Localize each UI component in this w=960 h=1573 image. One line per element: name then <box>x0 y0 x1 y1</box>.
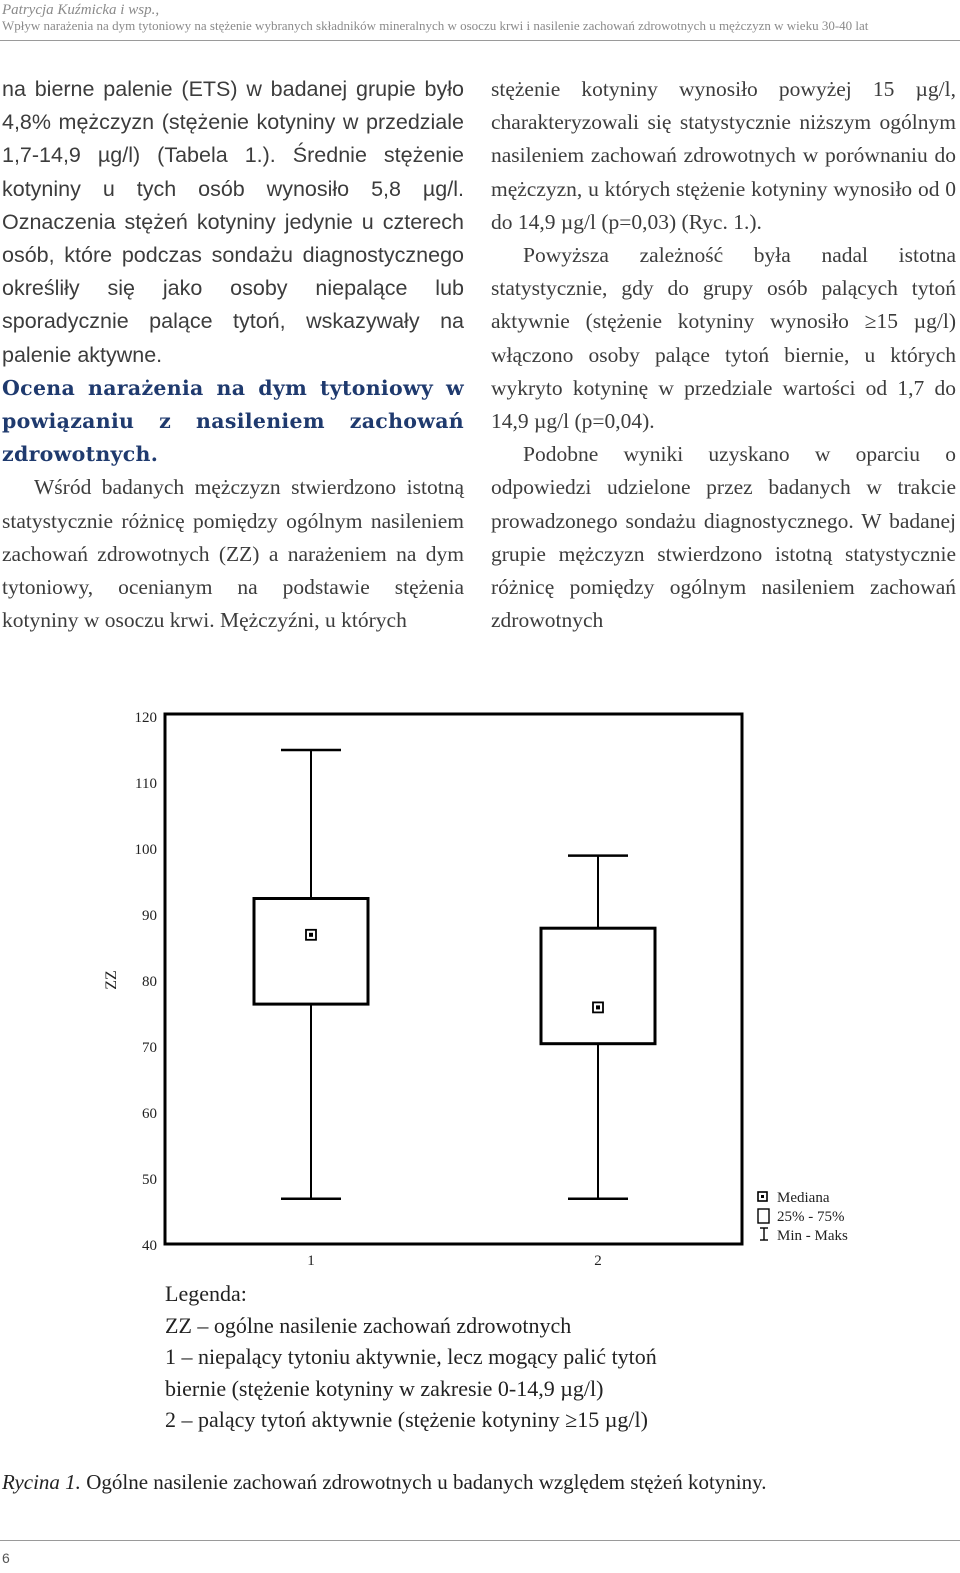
figure-caption <box>2 1470 767 1495</box>
legend-entry-quartiles: 25% - 75% <box>777 1209 845 1225</box>
left-paragraph-1: na bierne palenie (ETS) w badanej grupie było 4,8% mężczyzn (stężenie kotyniny w przedziale 1,7-14,9 µg/l) (Tabela 1.). Średnie stężenie kotyniny u tych osób wynosiło 5,8 µg/l. Oznaczenia stężeń kotyniny jedynie u czterech osób, które podczas sondażu diagnostycznego określiły się jako osoby niepalące lub sporadycznie palące tytoń, wskazywały na palenie aktywne. <box>2 77 464 367</box>
section-heading: Ocena narażenia na dym tytoniowy w powiązaniu z nasileniem zachowań zdrowotnych. <box>2 375 464 467</box>
legend-line-group1-cont: biernie (stężenie kotyniny w zakresie 0-14,9 µg/l) <box>165 1375 604 1401</box>
y-tick-label: 60 <box>142 1106 157 1122</box>
caption-label: Rycina 1. <box>2 1470 81 1494</box>
footer-divider <box>0 1540 960 1541</box>
median-marker-dot <box>596 1005 600 1009</box>
boxplot-chart <box>0 700 960 1270</box>
right-paragraph-1: stężenie kotyniny wynosiło powyżej 15 µg/l, charakteryzowali się statystycznie niższym ogólnym nasileniem zachowań zdrowotnych w porównaniu do mężczyzn, u których stężenie kotyniny wynosiło od 0 do 14,9 µg/l (p=0,03) (Ryc. 1.). <box>491 77 956 234</box>
legend-line-group2: 2 – palący tytoń aktywnie (stężenie kotyniny ≥15 µg/l) <box>165 1407 648 1432</box>
caption-text: Ogólne nasilenie zachowań zdrowotnych u badanych względem stężeń kotyniny. <box>80 1470 767 1494</box>
y-tick-label: 80 <box>142 974 157 990</box>
right-paragraph-3: Podobne wyniki uzyskano w oparciu o odpowiedzi udzielone przez badanych w trakcie prowadzonego sondażu diagnostycznego. W badanej grupie mężczyzn stwierdzono istotną statystycznie różnicę pomiędzy ogólnym nasileniem zachowań zdrowotnych <box>491 442 956 633</box>
x-tick-label: 2 <box>594 1253 602 1269</box>
header-divider <box>0 40 960 41</box>
legend-median-symbol-dot <box>761 1195 764 1198</box>
legend-line-zz: ZZ – ogólne nasilenie zachowań zdrowotnych <box>165 1312 572 1338</box>
legend-line-group1: 1 – niepalący tytoniu aktywnie, lecz mogący palić tytoń <box>165 1344 657 1369</box>
left-column <box>2 73 464 637</box>
median-marker-dot <box>309 933 313 937</box>
left-paragraph-2: Wśród badanych mężczyzn stwierdzono istotną statystycznie różnicę pomiędzy ogólnym nasileniem zachowań zdrowotnych (ZZ) a narażeniem na dym tytoniowy, ocenianym na podstawie stężenia kotyniny w osoczu krwi. Mężczyźni, u których <box>2 475 464 633</box>
x-tick-label: 1 <box>307 1253 315 1269</box>
y-tick-label: 40 <box>142 1238 157 1254</box>
y-tick-label: 110 <box>135 776 157 792</box>
y-tick-label: 120 <box>134 710 157 726</box>
figure-legend <box>165 1278 657 1436</box>
legend-title: Legenda: <box>165 1281 247 1306</box>
y-axis-label: ZZ <box>103 970 120 990</box>
chart-legend <box>758 1190 848 1244</box>
iqr-box <box>541 928 655 1043</box>
header-title: Wpływ narażenia na dym tytoniowy na stężenie wybranych składników mineralnych w osoczu krwi i nasilenie zachowań zdrowotnych u mężczyzn w wieku 30-40 lat <box>2 18 869 33</box>
legend-entry-range: Min - Maks <box>777 1228 848 1244</box>
header-author: Patrycja Kuźmicka i wsp., <box>2 2 160 18</box>
right-paragraph-2: Powyższa zależność była nadal istotna statystycznie, gdy do grupy osób palących tytoń aktywnie (stężenie kotyniny wynosiło ≥15 µg/l) włączono osoby palące tytoń biernie, u których wykryto kotyninę w przedziale wartości od 1,7 do 14,9 µg/l (p=0,04). <box>491 243 956 434</box>
legend-entry-median: Mediana <box>777 1190 830 1206</box>
right-column <box>491 73 956 637</box>
legend-box-symbol <box>758 1209 769 1223</box>
y-tick-label: 70 <box>142 1040 157 1056</box>
y-tick-label: 90 <box>142 908 157 924</box>
y-tick-label: 50 <box>142 1172 157 1188</box>
y-tick-label: 100 <box>134 842 157 858</box>
iqr-box <box>254 899 368 1005</box>
page-number: 6 <box>2 1550 10 1566</box>
